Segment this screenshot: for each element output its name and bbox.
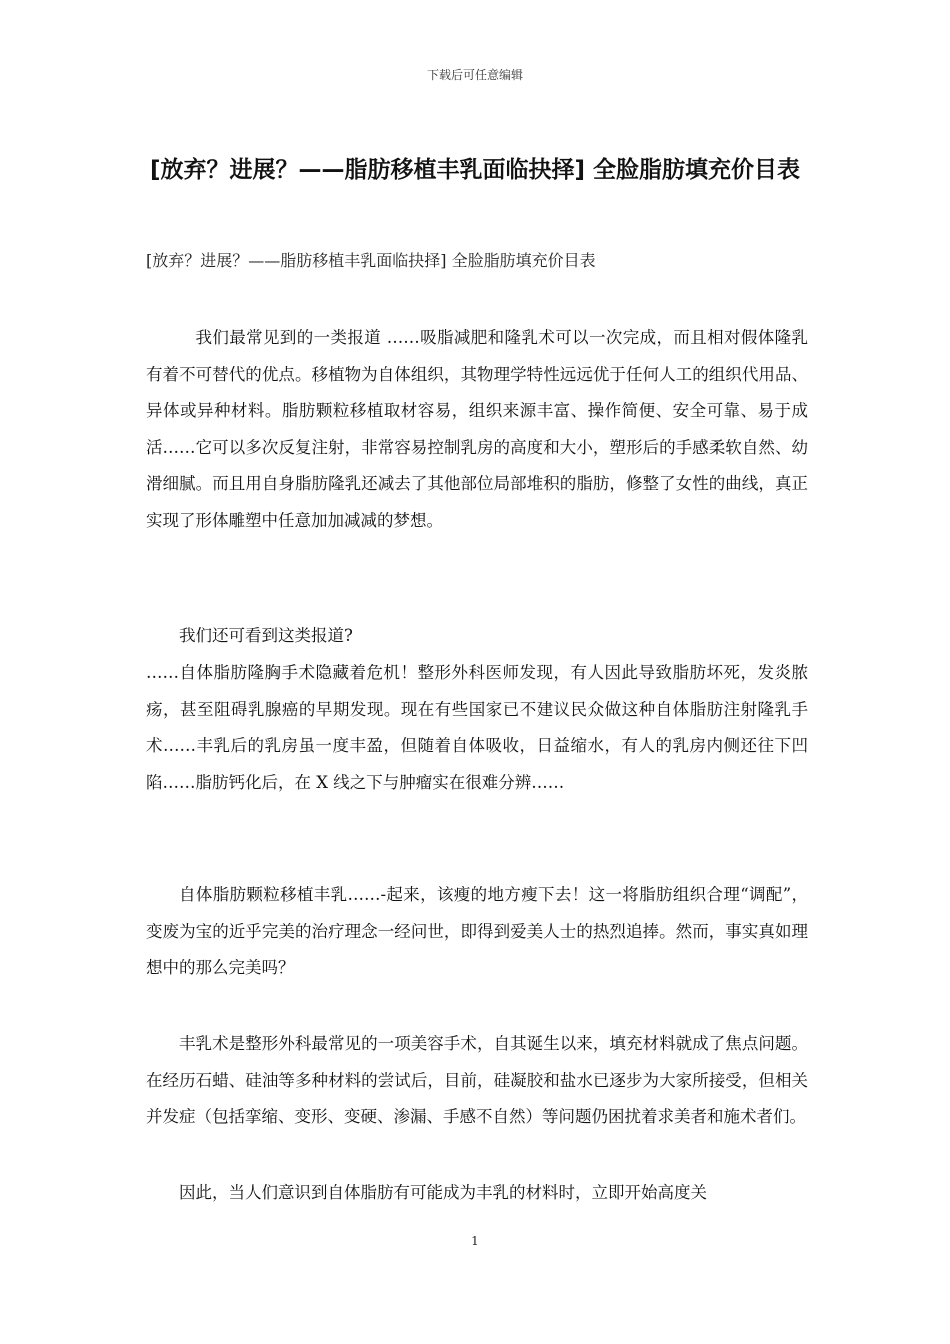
document-subtitle: [放弃？进展？——脂肪移植丰乳面临抉择] 全脸脂肪填充价目表	[146, 251, 596, 270]
page-number: 1	[471, 1234, 479, 1248]
page-header-note: 下载后可任意编辑	[426, 68, 523, 82]
paragraph-3: ……自体脂肪隆胸手术隐藏着危机！整形外科医师发现，有人因此导致脂肪坏死，发炎脓疡，甚至阻碍乳腺癌的早期发现。现在有些国家已不建议民众做这种自体脂肪注射隆乳手术……丰乳后的乳房虽一度丰盈，但随着自体吸收，日益缩水，有人的乳房内侧还往下凹陷……脂肪钙化后，在 X 线之下与肿瘤实在很难分辨……	[146, 663, 808, 792]
document-title: [放弃？进展？——脂肪移植丰乳面临抉择] 全脸脂肪填充价目表	[149, 157, 801, 183]
paragraph-5: 丰乳术是整形外科最常见的一项美容手术，自其诞生以来，填充材料就成了焦点问题。在经历石蜡、硅油等多种材料的尝试后，目前，硅凝胶和盐水已逐步为大家所接受，但相关并发症（包括挛缩、变形、变硬、渗漏、手感不自然）等问题仍困扰着求美者和施术者们。	[146, 1034, 808, 1126]
paragraph-1: 我们最常见到的一类报道 ……吸脂减肥和隆乳术可以一次完成，而且相对假体隆乳有着不可替代的优点。移植物为自体组织，其物理学特性远远优于任何人工的组织代用品、异体或异种材料。脂肪颗粒移植取材容易，组织来源丰富、操作简便、安全可靠、易于成活……它可以多次反复注射，非常容易控制乳房的高度和大小，塑形后的手感柔软自然、幼滑细腻。而且用自身脂肪隆乳还减去了其他部位局部堆积的脂肪，修整了女性的曲线，真正实现了形体雕塑中任意加加减减的梦想。	[146, 328, 808, 530]
paragraph-2: 我们还可看到这类报道?	[179, 626, 353, 645]
paragraph-4: 自体脂肪颗粒移植丰乳……-起来，该瘦的地方瘦下去！这一将脂肪组织合理“调配”，变废为宝的近乎完美的治疗理念一经问世，即得到爱美人士的热烈追捧。然而，事实真如理想中的那么完美吗？	[146, 885, 808, 977]
paragraph-6: 因此，当人们意识到自体脂肪有可能成为丰乳的材料时，立即开始高度关	[179, 1183, 707, 1202]
